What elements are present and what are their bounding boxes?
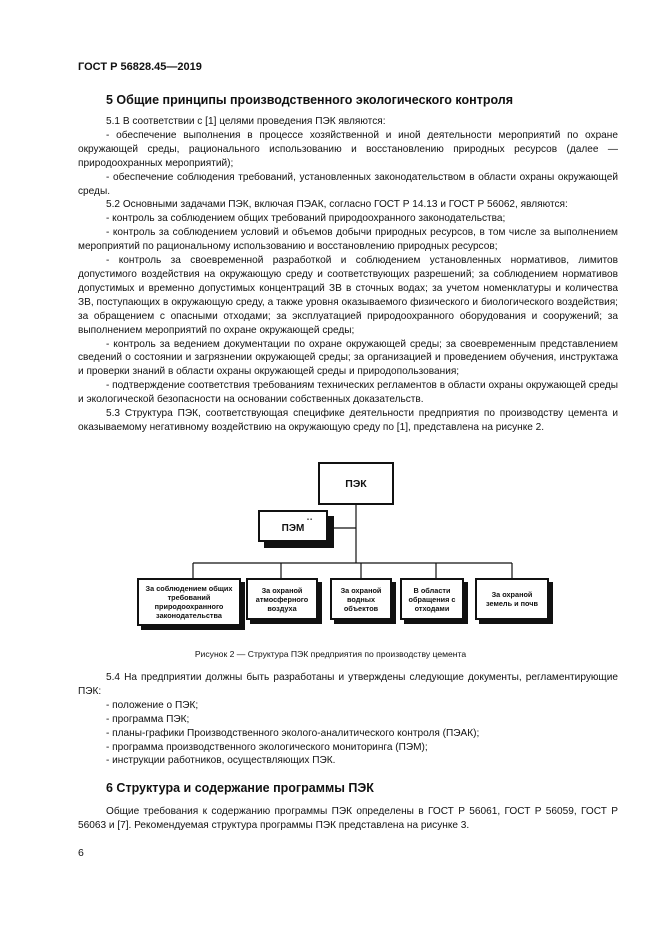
list-item: - положение о ПЭК;	[106, 699, 199, 711]
list-item: - инструкции работников, осуществляющих ПЭК.	[106, 755, 336, 767]
figure-caption: Рисунок 2 — Структура ПЭК предприятия по производству цемента	[194, 649, 467, 659]
paragraph: - обеспечение соблюдения требований, установленных законодательством в области охраны окружающей среды.	[78, 171, 618, 197]
side-box-label: ПЭМ	[281, 523, 305, 534]
paragraph: - обеспечение выполнения в процессе хозяйственной и иной деятельности мероприятий по охране окружающей среды, рационального использованию и восстановлению природных ресурсов (далее — природоохранных мероприятий);	[78, 129, 618, 169]
paragraph: 5.4 На предприятии должны быть разработаны и утверждены следующие документы, регламентирующие ПЭК:	[78, 672, 618, 697]
list-item: - планы-графики Производственного эколого-аналитического контроля (ПЭАК);	[106, 727, 480, 739]
paragraph: - контроль за ведением документации по охране окружающей среды; за своевременным представлением сведений о состоянии и загрязнении окружающей среды; за организацией и проведением обучения, инструктажа и проверки знаний в области охраны окружающей среды и природопользования;	[78, 338, 618, 378]
paragraph: - подтверждение соответствия требованиям технических регламентов в области охраны окружающей среды и экологической безопасности на основании собственных доказательств.	[78, 380, 618, 406]
section-6-body	[78, 805, 618, 833]
paragraph: 5.3 Структура ПЭК, соответствующая специфике деятельности предприятия по производству цемента и оказываемому негативному воздействию на окружающую среду по [1], представлена на рисунке 2.	[78, 408, 618, 433]
leaf-box-water: За охраной водных объектов	[330, 578, 392, 620]
leaf-box-land: За охраной земель и почв	[475, 578, 549, 620]
paragraph: 5.2 Основными задачами ПЭК, включая ПЭАК, согласно ГОСТ Р 14.13 и ГОСТ Р 56062, являются:	[106, 199, 568, 211]
list-item: - программа ПЭК;	[106, 713, 190, 725]
side-box-note: • •	[307, 517, 312, 523]
leaf-box-waste: В области обращения с отходами	[400, 578, 464, 620]
standard-header: ГОСТ Р 56828.45—2019	[78, 61, 202, 73]
section-6-title: 6 Структура и содержание программы ПЭК	[106, 781, 374, 795]
root-box-pek: ПЭК	[318, 462, 394, 505]
page-number: 6	[78, 847, 84, 859]
paragraph: 5.1 В соответствии с [1] целями проведения ПЭК являются:	[106, 116, 386, 127]
section-5-4-body	[78, 671, 618, 768]
leaf-box-air: За охраной атмосферного воздуха	[246, 578, 318, 620]
paragraph: Общие требования к содержанию программы ПЭК определены в ГОСТ Р 56061, ГОСТ Р 56059, ГОСТ Р 56063 и [7]. Рекомендуемая структура программы ПЭК представлена на рисунке 3.	[78, 806, 618, 831]
list-item: - программа производственного экологического мониторинга (ПЭМ);	[106, 741, 428, 753]
side-box-pem	[258, 510, 328, 542]
paragraph: - контроль за своевременной разработкой и соблюдением установленных нормативов, лимитов допустимого воздействия на окружающую среду и соответствующих разрешений; за соблюдением нормативов допустимых и временно допустимых концентраций ЗВ в сточных водах; за учетом номенклатуры и количества ЗВ, поступающих в окружающую среду, а также уровня оказываемого физического и биологического воздействия; за обращением с опасными отходами; за эксплуатацией природоохранного оборудования и сооружений; за выполнением мероприятий по охране окружающей среды;	[78, 255, 618, 336]
leaf-box-legislation: За соблюдением общих требований природоохранного законодательства	[137, 578, 241, 626]
section-5-title: 5 Общие принципы производственного экологического контроля	[106, 93, 514, 107]
paragraph: - контроль за соблюдением условий и объемов добычи природных ресурсов, в том числе за выполнением мероприятий по рациональному использованию и восстановлению природных ресурсов;	[78, 227, 618, 253]
paragraph: - контроль за соблюдением общих требований природоохранного законодательства;	[106, 213, 506, 225]
